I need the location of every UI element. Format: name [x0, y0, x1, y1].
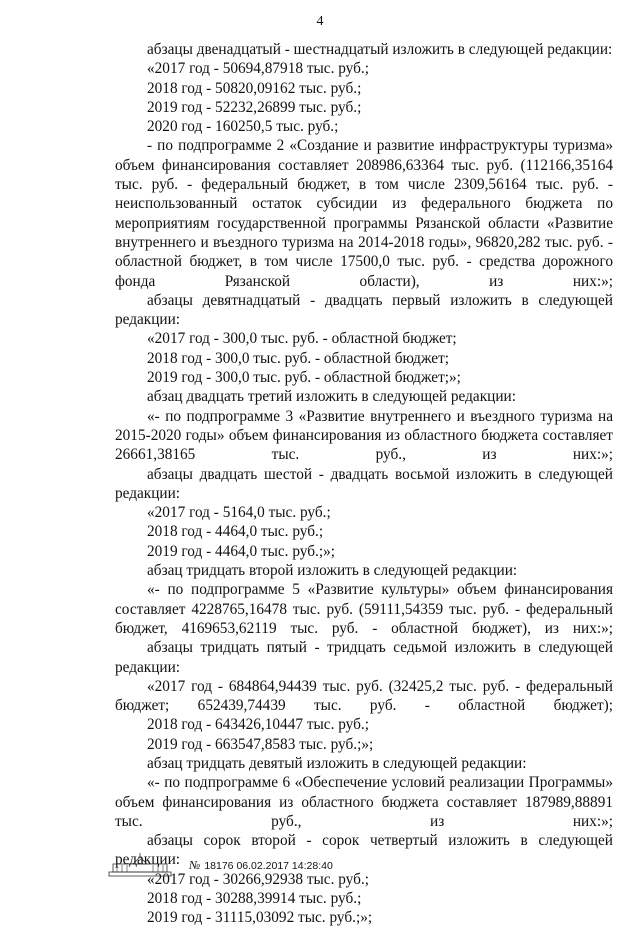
paragraph: «- по подпрограмме 5 «Развитие культуры» объем финансирования составляет 4228765,16478 тыс. руб. (59111,54359 тыс. руб. - федеральный бюджет, 4169653,62119 тыс. руб. - областной бюджет), из них:»; — [115, 581, 613, 637]
paragraph: «- по подпрограмме 6 «Обеспечение условий реализации Программы» объем финансирования из областного бюджета составляет 187989,88891 тыс. руб., из них:»; — [115, 774, 613, 830]
paragraph: 2018 год - 4464,0 тыс. руб.; — [147, 523, 324, 541]
paragraph: «2017 год - 30266,92938 тыс. руб.; — [147, 870, 369, 888]
paragraph: 2018 год - 30288,39914 тыс. руб.; — [147, 890, 362, 908]
paragraph: 2018 год - 643426,10447 тыс. руб.; — [147, 716, 369, 734]
paragraph: абзацы девятнадцатый - двадцать первый изложить в следующей редакции: — [115, 291, 613, 329]
paragraph: «2017 год - 684864,94439 тыс. руб. (32425,2 тыс. руб. - федеральный бюджет; 652439,74439 тыс. руб. - областной бюджет); — [115, 677, 613, 715]
paragraph: - по подпрограмме 2 «Создание и развитие инфраструктуры туризма» объем финансирования составляет 208986,63364 тыс. руб. (112166,35164 тыс. руб. - федеральный бюджет, в том числе 2309,56164 тыс. руб. - неиспользованный остаток субсидии из федерального бюджета по мероприятиям государственной программы Рязанской области «Развитие внутреннего и въездного туризма на 2014-2018 годы», 96820,282 тыс. руб. - областной бюджет, в том числе 17500,0 тыс. руб. - средства дорожного фонда Рязанской области), из них:»; — [115, 137, 613, 290]
paragraph: 2019 год - 663547,8583 тыс. руб.;»; — [147, 735, 374, 753]
paragraph: абзац тридцать девятый изложить в следующей редакции: — [147, 754, 527, 772]
paragraph: «2017 год - 5164,0 тыс. руб.; — [147, 504, 331, 522]
page-number: 4 — [316, 14, 324, 29]
paragraph: абзацы двадцать шестой - двадцать восьмой изложить в следующей редакции: — [115, 465, 613, 502]
building-stamp-icon — [107, 852, 173, 878]
paragraph: «- по подпрограмме 3 «Развитие внутреннего и въездного туризма на 2015-2020 годы» объем финансирования из областного бюджета составляет 26661,38165 тыс. руб., из них:»; — [115, 407, 613, 464]
paragraph: абзац тридцать второй изложить в следующей редакции: — [147, 562, 518, 580]
paragraph: «2017 год - 50694,87918 тыс. руб.; — [147, 60, 369, 78]
paragraph: 2019 год - 31115,03092 тыс. руб.;»; — [147, 909, 373, 927]
registration-footer — [107, 850, 333, 880]
registration-stamp — [189, 858, 333, 873]
paragraph: 2019 год - 52232,26899 тыс. руб.; — [147, 98, 362, 116]
paragraph: абзацы сорок второй - сорок четвертый изложить в следующей редакции: — [115, 832, 613, 869]
paragraph: 2019 год - 300,0 тыс. руб. - областной бюджет;»; — [147, 369, 461, 387]
registration-text: 18176 06.02.2017 14:28:40 — [204, 859, 333, 872]
paragraph: «2017 год - 300,0 тыс. руб. - областной бюджет; — [147, 330, 457, 348]
paragraph: абзацы тридцать пятый - тридцать седьмой изложить в следующей редакции: — [115, 639, 613, 676]
paragraph: абзацы двенадцатый - шестнадцатый изложить в следующей редакции: — [147, 41, 613, 58]
paragraph: абзац двадцать третий изложить в следующей редакции: — [147, 388, 516, 406]
number-sign: № — [189, 857, 201, 872]
document-body — [115, 40, 613, 928]
paragraph: 2018 год - 300,0 тыс. руб. - областной бюджет; — [147, 349, 450, 367]
paragraph: 2020 год - 160250,5 тыс. руб.; — [147, 118, 339, 136]
paragraph: 2019 год - 4464,0 тыс. руб.;»; — [147, 542, 335, 560]
paragraph: 2018 год - 50820,09162 тыс. руб.; — [147, 79, 362, 97]
